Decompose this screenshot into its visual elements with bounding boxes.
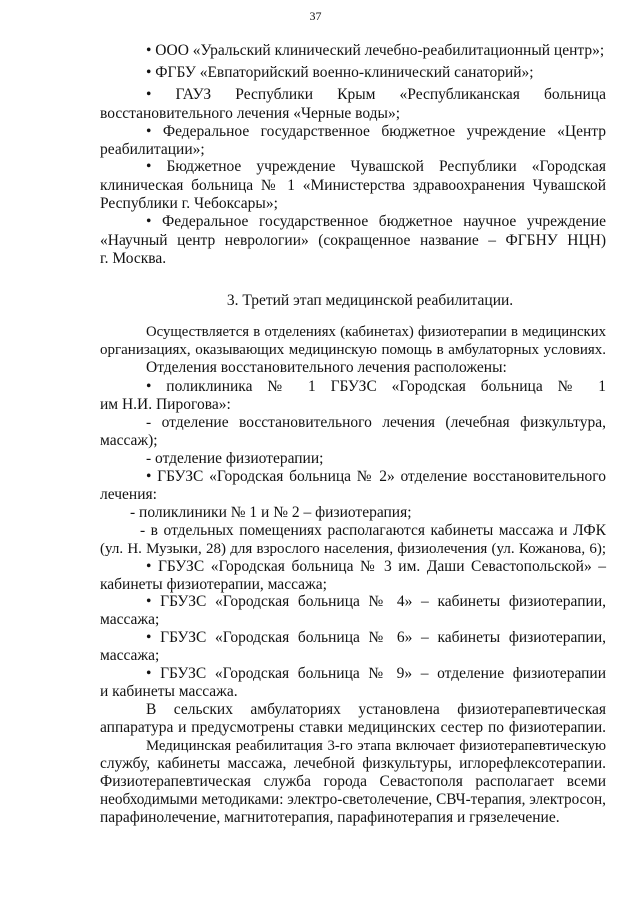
list-item: • ГБУЗС «Городская больница № 4» – кабинеты физиотерапии, xyxy=(146,593,606,610)
list-item-continuation: лечения: xyxy=(100,486,157,503)
list-item-continuation: восстановительного лечения «Черные воды»; xyxy=(100,105,400,122)
list-item-continuation: массажа; xyxy=(100,611,160,628)
list-item-continuation: (ул. Н. Музыки, 28) для взрослого населения, физиолечения (ул. Кожанова, 6); xyxy=(100,541,606,557)
paragraph-line: парафинолечение, магнитотерапия, парафинотерапия и грязелечение. xyxy=(100,809,560,826)
list-item: - в отдельных помещениях располагаются кабинеты массажа и ЛФК xyxy=(140,522,606,539)
list-item-continuation: «Научный центр неврологии» (сокращенное название – ФГБНУ НЦН) xyxy=(100,232,606,249)
list-item-continuation: клиническая больница № 1 «Министерства здравоохранения Чувашской xyxy=(100,177,606,194)
list-item: • поликлиника № 1 ГБУЗС «Городская больница № 1 xyxy=(146,378,606,395)
paragraph-line: Отделения восстановительного лечения расположены: xyxy=(146,359,507,376)
paragraph-line: организациях, оказывающих медицинскую помощь в амбулаторных условиях. xyxy=(100,342,606,358)
list-item: - поликлиники № 1 и № 2 – физиотерапия; xyxy=(130,504,412,521)
list-item: - отделение физиотерапии; xyxy=(146,450,324,467)
list-item-continuation: им Н.И. Пирогова»: xyxy=(100,396,231,413)
list-item: • Федеральное государственное бюджетное учреждение «Центр xyxy=(146,123,606,140)
paragraph-line: службу, кабинеты массажа, лечебной физкультуры, иглорефлексотерапии. xyxy=(100,755,606,772)
list-item-continuation: Республики г. Чебоксары»; xyxy=(100,195,278,212)
list-item-continuation: реабилитации»; xyxy=(100,141,205,158)
list-item: • ГБУЗС «Городская больница № 9» – отделение физиотерапии xyxy=(146,665,606,682)
list-item: • ГАУЗ Республики Крым «Республиканская больница xyxy=(146,86,606,103)
paragraph-line: Физиотерапевтическая служба города Севастополя располагает всеми xyxy=(100,773,606,790)
list-item: • ГБУЗС «Городская больница № 6» – кабинеты физиотерапии, xyxy=(146,629,606,646)
list-item: • ГБУЗС «Городская больница № 2» отделение восстановительного xyxy=(146,468,606,485)
paragraph-line: Осуществляется в отделениях (кабинетах) физиотерапии в медицинских xyxy=(146,324,606,340)
list-item-continuation: г. Москва. xyxy=(100,250,167,267)
paragraph-line: необходимыми методиками: электро-светолечение, СВЧ-терапия, электросон, xyxy=(100,791,606,808)
paragraph-line: Медицинская реабилитация 3-го этапа включает физиотерапевтическую xyxy=(146,738,606,754)
list-item-continuation: массаж); xyxy=(100,432,158,449)
paragraph-line: аппаратура и предусмотрены ставки медицинских сестер по физиотерапии. xyxy=(100,719,606,736)
paragraph-line: В сельских амбулаториях установлена физиотерапевтическая xyxy=(146,701,606,718)
list-item: • ГБУЗС «Городская больница № 3 им. Даши Севастопольской» – xyxy=(146,558,606,575)
section-heading: 3. Третий этап медицинской реабилитации. xyxy=(226,292,514,309)
page-number: 37 xyxy=(309,9,322,23)
list-item: • ООО «Уральский клинический лечебно-реабилитационный центр»; xyxy=(146,42,605,59)
list-item-continuation: и кабинеты массажа. xyxy=(100,683,238,700)
list-item: • Федеральное государственное бюджетное научное учреждение xyxy=(146,213,606,230)
list-item: • ФГБУ «Евпаторийский военно-клинический санаторий»; xyxy=(146,64,534,81)
list-item: - отделение восстановительного лечения (лечебная физкультура, xyxy=(146,414,606,431)
list-item-continuation: массажа; xyxy=(100,647,160,664)
list-item: • Бюджетное учреждение Чувашской Республики «Городская xyxy=(146,158,606,175)
list-item-continuation: кабинеты физиотерапии, массажа; xyxy=(100,576,327,593)
